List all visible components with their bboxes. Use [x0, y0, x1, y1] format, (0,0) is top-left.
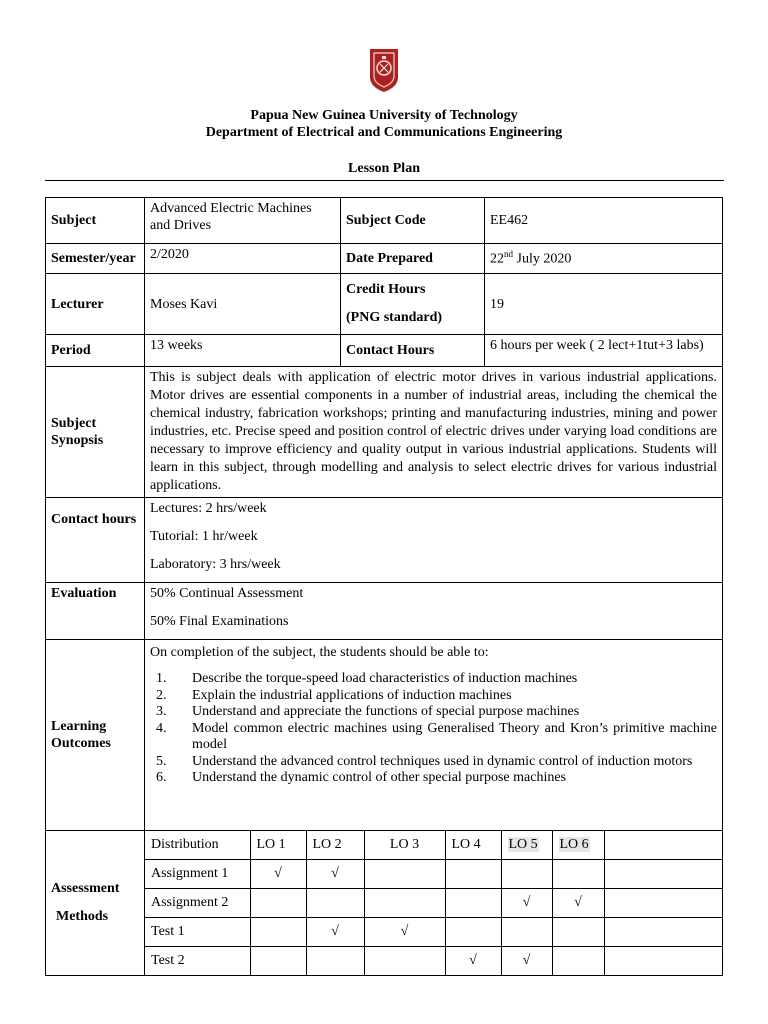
period-value: 13 weeks: [145, 335, 341, 367]
check-mark: [604, 889, 722, 918]
check-mark: [604, 918, 722, 947]
learning-outcomes-label-line1: Learning: [51, 719, 107, 734]
item-text: Explain the industrial applications of induction machines: [192, 687, 512, 703]
check-mark: [364, 889, 445, 918]
header-lo6: [552, 831, 604, 860]
row-lecturer: [46, 274, 723, 335]
date-suffix: nd: [504, 249, 513, 259]
lecturer-label: Lecturer: [46, 274, 145, 335]
contact-hours-section-label: Contact hours: [46, 498, 145, 583]
university-crest-logo: [367, 47, 401, 93]
item-text: Understand the dynamic control of other special purpose machines: [192, 770, 566, 785]
table-row: [145, 918, 722, 947]
check-mark: [552, 947, 604, 976]
semester-label: Semester/year: [46, 244, 145, 274]
item-number: 3.: [156, 704, 167, 719]
list-item: [150, 704, 717, 721]
assessment-name: Test 2: [145, 947, 250, 976]
learning-outcomes-label-line2: Outcomes: [51, 736, 111, 751]
check-mark: [501, 860, 552, 889]
check-mark: [306, 947, 364, 976]
check-mark: √: [445, 947, 501, 976]
learning-outcomes-label: [46, 640, 145, 831]
item-text: Describe the torque-speed load characteristics of induction machines: [192, 671, 578, 686]
check-mark: √: [364, 918, 445, 947]
row-evaluation: [46, 583, 723, 640]
row-period: [46, 335, 723, 367]
header-divider: [45, 180, 724, 181]
synopsis-text: This is subject deals with application of electric motor drives in various industrial applications. Motor drives are essential components in a number of industrial areas, including the chemical the chemical industry, fabrication workshops; printing and manufacturing industries, mining and power industries, etc. Precise speed and position control of electric drives under varying load conditions are necessary to improve efficiency and quality output in various industrial applications. Students will learn in this subject, through modelling and analysis to select electric drives for various industrial applications.: [145, 367, 723, 498]
subject-code-value: EE462: [485, 198, 723, 244]
learning-outcomes-content: [145, 640, 723, 831]
date-day: 22: [490, 251, 504, 267]
row-contact-hours: [46, 498, 723, 583]
contact-laboratory: Laboratory: 3 hrs/week: [150, 557, 281, 572]
check-mark: [604, 947, 722, 976]
credit-hours-value: 19: [485, 274, 723, 335]
contact-lectures: Lectures: 2 hrs/week: [150, 501, 267, 516]
subject-code-label: Subject Code: [341, 198, 485, 244]
item-number: 6.: [156, 770, 167, 785]
item-text: Understand and appreciate the functions of special purpose machines: [192, 704, 580, 719]
assessment-name: Test 1: [145, 918, 250, 947]
document-title: Lesson Plan: [348, 161, 420, 176]
credit-hours-sub: (PNG standard): [346, 310, 443, 325]
item-number: 2.: [156, 687, 167, 703]
check-mark: √: [552, 889, 604, 918]
lecturer-value: Moses Kavi: [145, 274, 341, 335]
list-item: [150, 770, 717, 787]
check-mark: [445, 860, 501, 889]
row-synopsis: [46, 367, 723, 498]
check-mark: √: [306, 918, 364, 947]
item-text: Model common electric machines using Generalised Theory and Kron’s primitive machine model: [192, 720, 717, 752]
check-mark: [364, 947, 445, 976]
item-number: 5.: [156, 753, 167, 769]
synopsis-label-line2: Synopsis: [51, 433, 104, 448]
contact-hours-value: 6 hours per week ( 2 lect+1tut+3 labs): [485, 335, 723, 367]
lesson-plan-table: [45, 197, 723, 976]
item-number: 1.: [156, 671, 167, 686]
evaluation-item: 50% Continual Assessment: [150, 586, 304, 601]
synopsis-label: [46, 367, 145, 498]
table-row: [145, 889, 722, 918]
header-lo6-text: LO 6: [559, 837, 589, 852]
table-row: [145, 947, 722, 976]
evaluation-item: 50% Final Examinations: [150, 614, 289, 629]
check-mark: [445, 918, 501, 947]
university-name: Papua New Guinea University of Technology: [250, 108, 518, 123]
assessment-name: Assignment 2: [145, 889, 250, 918]
check-mark: [604, 860, 722, 889]
check-mark: [306, 889, 364, 918]
check-mark: √: [306, 860, 364, 889]
header-distribution: Distribution: [145, 831, 250, 860]
assessment-label: [46, 831, 145, 976]
assessment-header-row: [145, 831, 722, 860]
check-mark: √: [501, 889, 552, 918]
assessment-cell: [145, 831, 723, 976]
item-text: Understand the advanced control techniques used in dynamic control of induction motors: [192, 753, 693, 769]
header-lo2: LO 2: [306, 831, 364, 860]
list-item: [150, 721, 717, 754]
assessment-label-line2: Methods: [56, 909, 109, 924]
header-lo5-text: LO 5: [508, 837, 538, 852]
contact-tutorial: Tutorial: 1 hr/week: [150, 529, 258, 544]
subject-label: Subject: [46, 198, 145, 244]
header-lo1: LO 1: [250, 831, 306, 860]
date-prepared-value: [485, 244, 723, 274]
check-mark: [501, 918, 552, 947]
table-row: [145, 860, 722, 889]
learning-outcomes-list: [150, 671, 717, 787]
header-lo3: LO 3: [364, 831, 445, 860]
assessment-name: Assignment 1: [145, 860, 250, 889]
evaluation-label: Evaluation: [46, 583, 145, 640]
list-item: [150, 688, 717, 705]
synopsis-label-line1: Subject: [51, 416, 97, 431]
check-mark: √: [250, 860, 306, 889]
semester-value: 2/2020: [145, 244, 341, 274]
contact-hours-label: Contact Hours: [341, 335, 485, 367]
assessment-label-line1: Assessment: [51, 881, 120, 896]
check-mark: [250, 918, 306, 947]
row-assessment: [46, 831, 723, 976]
subject-value: Advanced Electric Machines and Drives: [145, 198, 341, 244]
check-mark: [445, 889, 501, 918]
department-name: Department of Electrical and Communications Engineering: [205, 125, 563, 140]
evaluation-items: [145, 583, 723, 640]
credit-hours-cell: [341, 274, 485, 335]
learning-outcomes-intro: On completion of the subject, the students should be able to:: [150, 645, 489, 660]
check-mark: [364, 860, 445, 889]
date-prepared-label: Date Prepared: [341, 244, 485, 274]
row-semester: [46, 244, 723, 274]
list-item: [150, 671, 717, 688]
header-lo4: LO 4: [445, 831, 501, 860]
check-mark: [250, 889, 306, 918]
date-rest: July 2020: [513, 251, 572, 267]
contact-hours-breakdown: [145, 498, 723, 583]
period-label: Period: [46, 335, 145, 367]
header-empty: [604, 831, 722, 860]
row-subject: [46, 198, 723, 244]
row-learning-outcomes: [46, 640, 723, 831]
check-mark: [552, 860, 604, 889]
credit-hours-label: Credit Hours: [346, 282, 426, 297]
check-mark: √: [501, 947, 552, 976]
check-mark: [250, 947, 306, 976]
header-lo5: [501, 831, 552, 860]
list-item: [150, 754, 717, 771]
item-number: 4.: [156, 720, 167, 736]
assessment-matrix: [145, 831, 722, 975]
check-mark: [552, 918, 604, 947]
